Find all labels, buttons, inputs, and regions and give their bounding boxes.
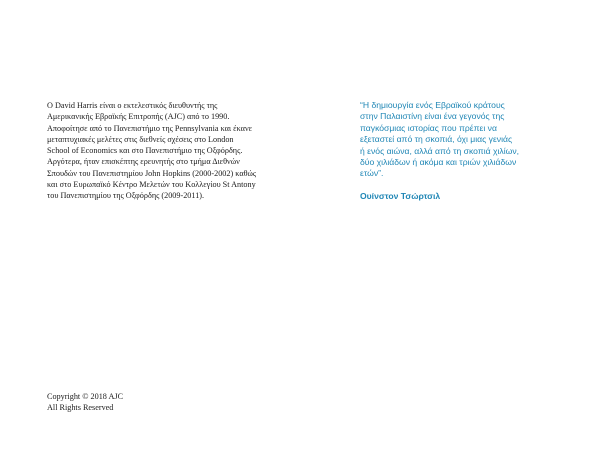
epigraph: [360, 100, 560, 202]
quote-line: εξεταστεί από τη σκοπιά, όχι μιας γενιάς: [360, 134, 513, 145]
quote-line: στην Παλαιστίνη είναι ένα γεγονός της: [360, 111, 505, 122]
quote-line: “Η δημιουργία ενός Εβραϊκού κράτους: [360, 100, 505, 110]
bio-line: του Πανεπιστημίου της Οξφόρδης (2009-2011).: [47, 191, 205, 201]
quote-line: ετών”.: [360, 168, 384, 179]
quote-text: [360, 100, 560, 180]
bio-line: μεταπτυχιακές μελέτες στις διεθνείς σχέσεις στο London: [47, 134, 234, 144]
author-bio: [47, 100, 279, 202]
quote-line: δύο χιλιάδων ή ακόμα και τριών χιλιάδων: [360, 157, 517, 168]
copyright-notice: [47, 392, 123, 413]
quote-line: ή ενός αιώνα, αλλά από τη σκοπιά χιλίων,: [360, 145, 520, 156]
bio-line: Αργότερα, ήταν επισκέπτης ερευνητής στο τμήμα Διεθνών: [47, 157, 240, 167]
bio-line: Σπουδών του Πανεπιστημίου John Hopkins (2000-2002) καθώς: [47, 168, 257, 178]
bio-line: και στο Ευρωπαϊκό Κέντρο Μελετών του Κολλεγίου St Antony: [47, 180, 256, 190]
bio-line: Ο David Harris είναι ο εκτελεστικός διευθυντής της: [47, 101, 218, 110]
bio-line: School of Economics και στο Πανεπιστήμιο της Οξφόρδης.: [47, 146, 243, 156]
quote-author: Ουίνστον Τσώρτσιλ: [360, 190, 441, 201]
rights-line: All Rights Reserved: [47, 402, 114, 412]
quote-line: παγκόσμιας ιστορίας που πρέπει να: [360, 122, 497, 133]
bio-line: Αμερικανικής Εβραϊκής Επιτροπής (AJC) από το 1990.: [47, 112, 230, 122]
copyright-line: Copyright © 2018 AJC: [47, 392, 124, 401]
bio-line: Αποφοίτησε από το Πανεπιστήμιο της Pennsylvania και έκανε: [47, 123, 253, 133]
